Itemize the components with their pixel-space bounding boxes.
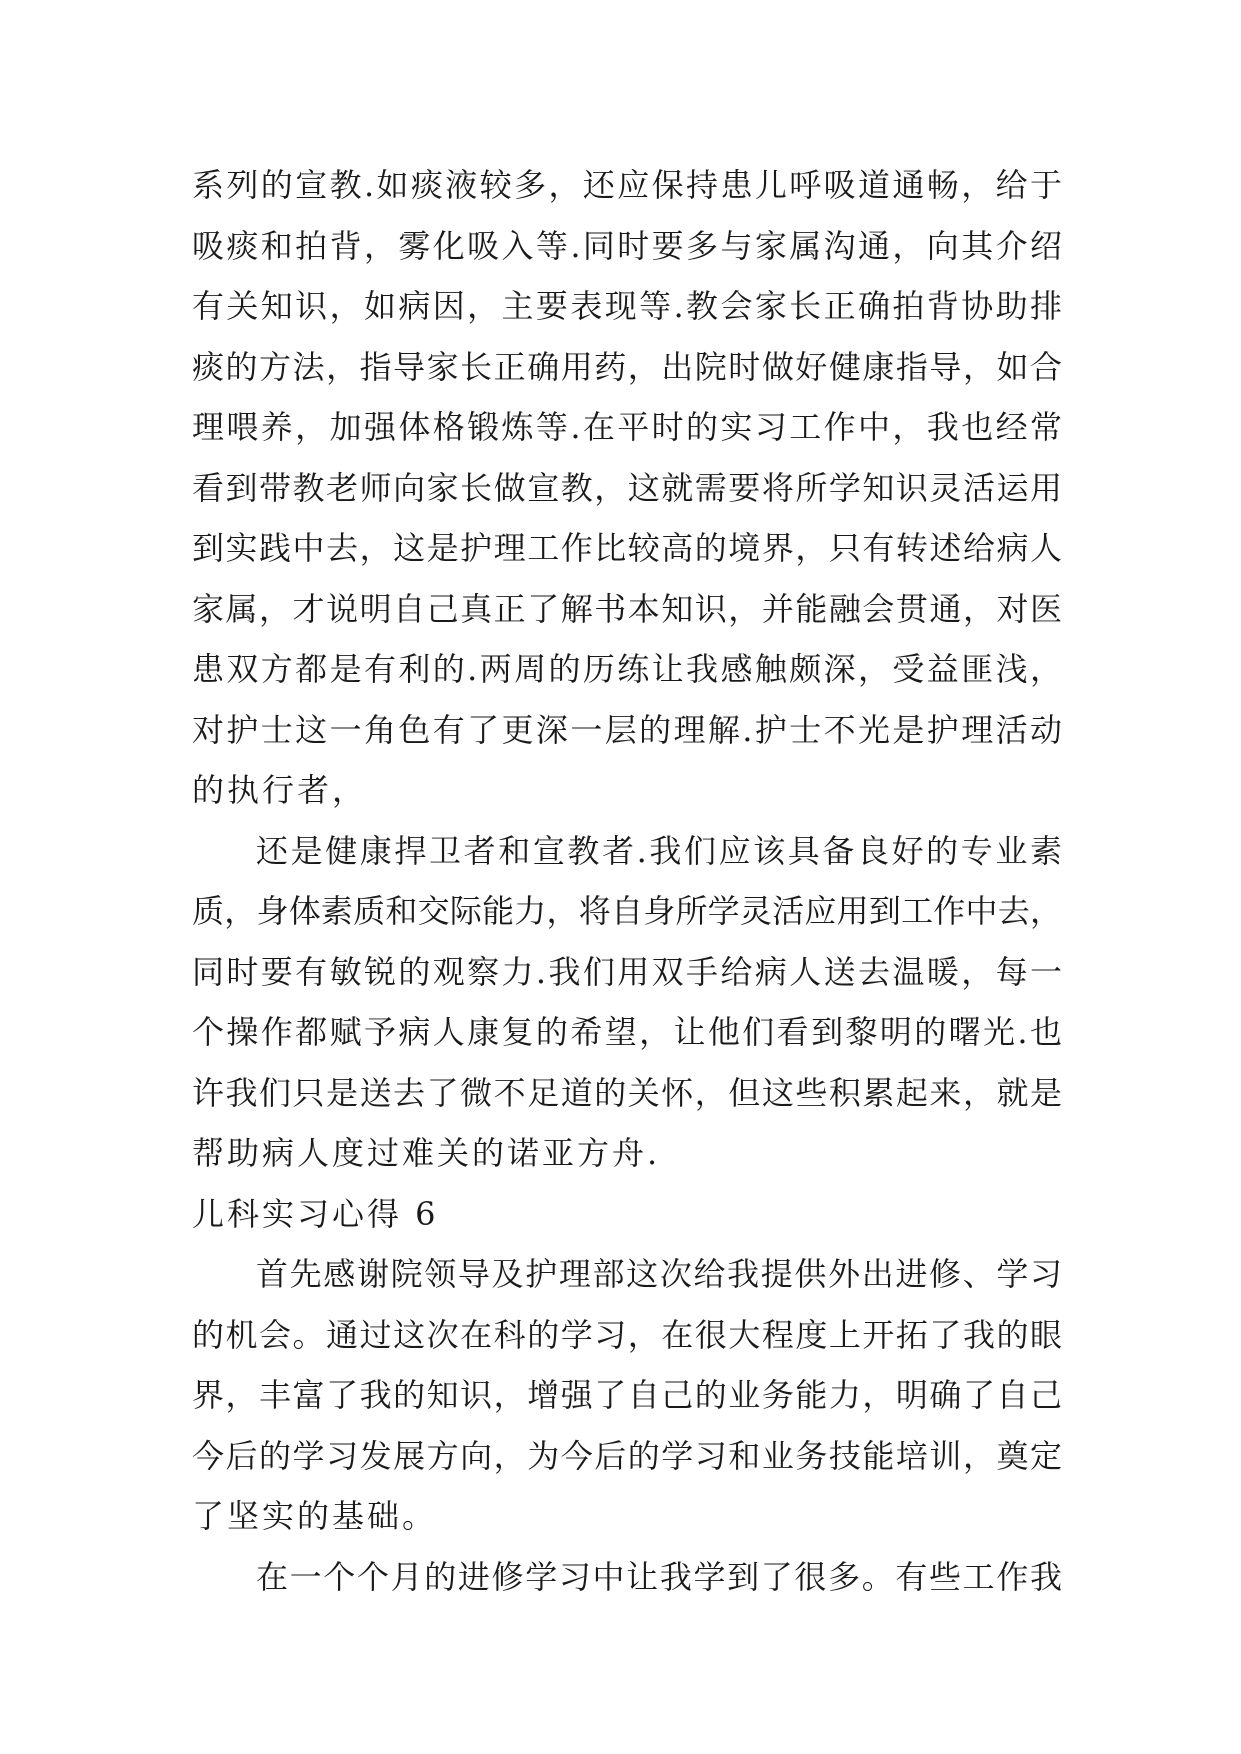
text-line: 许我们只是送去了微不足道的关怀，但这些积累起来，就是 — [192, 1073, 1062, 1112]
section-heading: 儿科实习心得 6 — [192, 1194, 439, 1233]
paragraph — [192, 1547, 1062, 1608]
text-line: 还是健康捍卫者和宣教者.我们应该具备良好的专业素 — [256, 831, 1062, 870]
text-line: 界，丰富了我的知识，增强了自己的业务能力，明确了自己 — [192, 1376, 1062, 1414]
document-body — [192, 155, 1062, 1607]
text-line: 质，身体素质和交际能力，将自身所学灵活应用到工作中去， — [192, 892, 1062, 930]
paragraph — [192, 155, 1062, 821]
paragraph — [192, 821, 1062, 1184]
text-line: 在一个个月的进修学习中让我学到了很多。有些工作我 — [256, 1557, 1062, 1596]
paragraph — [192, 1244, 1062, 1547]
text-line: 对护士这一角色有了更深一层的理解.护士不光是护理活动 — [192, 710, 1062, 749]
text-line: 痰的方法，指导家长正确用药，出院时做好健康指导，如合 — [192, 347, 1062, 386]
text-line: 个操作都赋予病人康复的希望，让他们看到黎明的曙光.也 — [192, 1013, 1062, 1051]
text-line: 同时要有敏锐的观察力.我们用双手给病人送去温暖，每一 — [192, 952, 1062, 991]
text-line: 系列的宣教.如痰液较多，还应保持患儿呼吸道通畅，给于 — [192, 166, 1062, 204]
text-line: 有关知识，如病因，主要表现等.教会家长正确拍背协助排 — [192, 287, 1062, 325]
text-line: 的执行者， — [192, 771, 368, 809]
text-line: 患双方都是有利的.两周的历练让我感触颇深，受益匪浅， — [192, 650, 1062, 688]
text-line: 了坚实的基础。 — [192, 1497, 438, 1535]
text-line: 的机会。通过这次在科的学习，在很大程度上开拓了我的眼 — [192, 1315, 1062, 1354]
text-line: 今后的学习发展方向，为今后的学习和业务技能培训，奠定 — [192, 1436, 1062, 1475]
text-line: 吸痰和拍背，雾化吸入等.同时要多与家属沟通，向其介绍 — [192, 226, 1062, 265]
text-line: 看到带教老师向家长做宣教，这就需要将所学知识灵活运用 — [192, 468, 1062, 507]
text-line: 到实践中去，这是护理工作比较高的境界，只有转述给病人 — [192, 529, 1062, 567]
text-line: 帮助病人度过难关的诺亚方舟. — [192, 1134, 661, 1172]
text-line: 首先感谢院领导及护理部这次给我提供外出进修、学习 — [256, 1255, 1062, 1293]
text-line: 理喂养，加强体格锻炼等.在平时的实习工作中，我也经常 — [192, 408, 1062, 446]
text-line: 家属，才说明自己真正了解书本知识，并能融会贯通，对医 — [192, 589, 1062, 628]
